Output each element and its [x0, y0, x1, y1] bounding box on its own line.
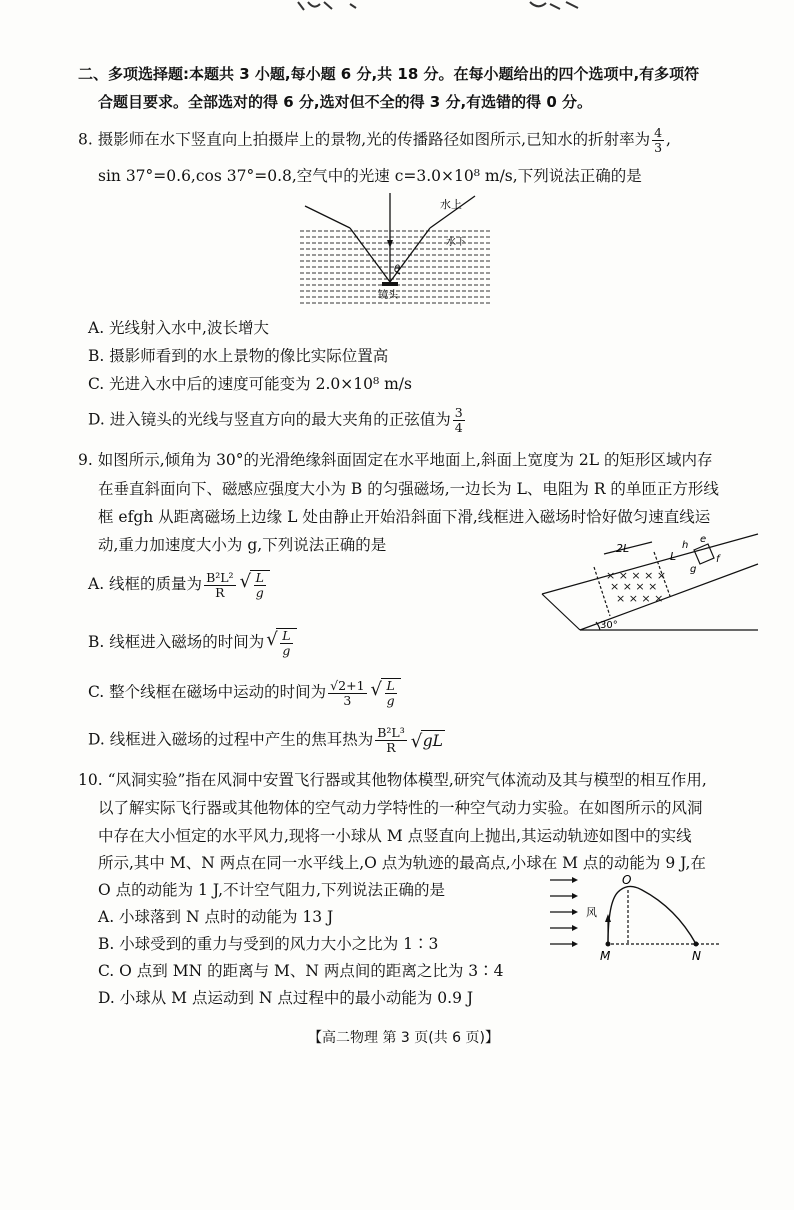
q10-fig-O: O — [622, 873, 632, 887]
q8-figure — [290, 188, 500, 310]
q9-fig-e: e — [700, 534, 707, 545]
svg-text:× × × ×: × × × × — [610, 580, 658, 593]
q9-stem-line1: 9. 如图所示,倾角为 30°的光滑绝缘斜面固定在水平地面上,斜面上宽度为 2L 的矩形区域内存 — [78, 451, 713, 469]
q10-fig-M: M — [600, 949, 611, 962]
q9-stem-line2: 在垂直斜面向下、磁感应强度大小为 B 的匀强磁场,一边长为 L、电阻为 R 的单匝正方形线 — [98, 480, 719, 498]
q9-stem-line3: 框 efgh 从距离磁场上边缘 L 处由静止开始沿斜面下滑,线框进入磁场时恰好做匀速直线运 — [98, 508, 711, 526]
q10-option-b: B. 小球受到的重力与受到的风力大小之比为 1∶3 — [98, 935, 439, 953]
q8-option-b: B. 摄影师看到的水上景物的像比实际位置高 — [88, 347, 389, 365]
q10-figure — [546, 872, 726, 962]
q8-fig-lens: 镜头 — [378, 290, 398, 301]
q9-fig-2L: 2L — [616, 542, 630, 555]
q8-n-fraction: $\frac{4}{3}$ — [654, 125, 663, 155]
q9-option-b: B. 线框进入磁场的时间为 √ $\frac{L}{g}$ — [88, 628, 297, 658]
q10-stem-line2: 以了解实际飞行器或其他物体的空气动力学特性的一种空气动力实验。在如图所示的风洞 — [98, 799, 703, 817]
page-footer: 【高二物理 第 3 页(共 6 页)】 — [308, 1030, 499, 1046]
svg-text:× × × ×: × × × × — [616, 592, 664, 605]
q10-option-c: C. O 点到 MN 的距离与 M、N 两点间的距离之比为 3∶4 — [98, 962, 504, 980]
q9-stem-line4: 动,重力加速度大小为 g,下列说法正确的是 — [98, 536, 387, 554]
q8-fig-label-below: 水下 — [446, 237, 466, 248]
q9-fig-f: f — [716, 554, 720, 565]
q9-option-c: C. 整个线框在磁场中运动的时间为 $\frac{√2+1}{3}$ √ $\frac{L}{g}$ — [88, 678, 401, 708]
q8-option-a: A. 光线射入水中,波长增大 — [88, 319, 269, 337]
q9-fig-h: h — [682, 540, 689, 551]
q10-fig-wind: 风 — [586, 906, 597, 919]
q9-fig-g: g — [690, 564, 697, 575]
section-title-cont: 合题目要求。全部选对的得 6 分,选对但不全的得 3 分,有选错的得 0 分。 — [98, 93, 593, 111]
svg-text:× × × × ×: × × × × × — [606, 569, 667, 582]
q10-stem-line5: O 点的动能为 1 J,不计空气阻力,下列说法正确的是 — [98, 881, 446, 899]
q10-option-d: D. 小球从 M 点运动到 N 点过程中的最小动能为 0.9 J — [98, 989, 474, 1007]
q9-figure — [536, 532, 764, 644]
header-scribble — [280, 0, 620, 14]
q8-fig-label-above: 水上 — [440, 198, 462, 211]
q9-option-a: A. 线框的质量为 $\frac{\text{B²L²}}{R}$ √ $\frac{L}{g}$ — [88, 570, 270, 600]
q9-fig-angle: 30° — [600, 620, 618, 631]
q9-option-d: D. 线框进入磁场的过程中产生的焦耳热为 $\frac{\text{B²L³}}{R}$ √ gL — [88, 726, 445, 755]
q10-stem-line4: 所示,其中 M、N 两点在同一水平线上,O 点为轨迹的最高点,小球在 M 点的动能为 9 J,在 — [98, 854, 706, 872]
q8-option-d: D. 进入镜头的光线与竖直方向的最大夹角的正弦值为 $\frac{3}{4}$ — [88, 405, 463, 435]
q8-stem-line1: 8. 摄影师在水下竖直向上拍摄岸上的景物,光的传播路径如图所示,已知水的折射率为 $\frac{4}{3}$ , — [78, 125, 671, 155]
q8-stem-line2: sin 37°=0.6,cos 37°=0.8,空气中的光速 c=3.0×10⁸ m/s,下列说法正确的是 — [98, 167, 642, 185]
q10-option-a: A. 小球落到 N 点时的动能为 13 J — [98, 908, 334, 926]
q10-stem-line1: 10. “风洞实验”指在风洞中安置飞行器或其他物体模型,研究气体流动及其与模型的相互作用, — [78, 771, 707, 789]
q10-fig-N: N — [692, 949, 701, 962]
q8-fig-theta: θ — [394, 264, 401, 275]
q9-fig-L: L — [670, 550, 677, 563]
q8-option-c: C. 光进入水中后的速度可能变为 2.0×10⁸ m/s — [88, 375, 412, 393]
section-title: 二、多项选择题:本题共 3 小题,每小题 6 分,共 18 分。在每小题给出的四个选项中,有多项符 — [78, 65, 700, 83]
q10-stem-line3: 中存在大小恒定的水平风力,现将一小球从 M 点竖直向上抛出,其运动轨迹如图中的实线 — [98, 827, 692, 845]
